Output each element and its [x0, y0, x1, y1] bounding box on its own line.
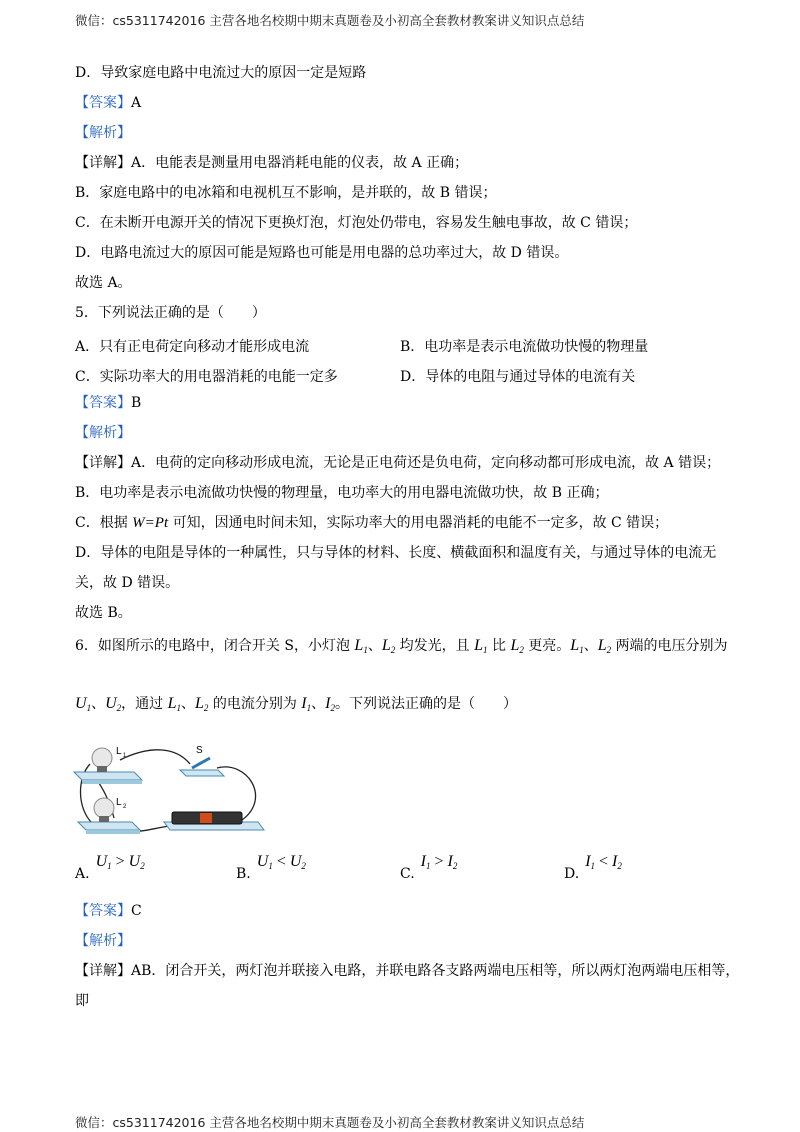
q4-analysis-tag: 【解析】 [75, 125, 131, 141]
separator: 、 [311, 696, 326, 712]
option-label: A. [75, 866, 90, 882]
answer-tag: 【答案】 [75, 95, 131, 111]
stem-part: 均发光，且 [395, 638, 475, 654]
stem-part: 。下列说法正确的是（ ） [334, 696, 517, 712]
symbol-l1: $L_1$ [474, 637, 488, 655]
wire [120, 750, 190, 764]
q5-conclusion: 故选 B。 [75, 605, 132, 621]
answer-value: C [131, 903, 142, 919]
svg-text:1: 1 [123, 753, 127, 759]
option-label: B. [236, 866, 251, 882]
stem-part: 更亮。 [523, 638, 571, 654]
q4-conclusion: 故选 A。 [75, 275, 132, 291]
q4-detail-d: D．电路电流过大的原因可能是短路也可能是用电器的总功率过大，故 D 错误。 [75, 245, 569, 261]
q6-option-a [75, 853, 145, 882]
formula: W=Pt [132, 515, 169, 531]
q4-option-d: D．导致家庭电路中电流过大的原因一定是短路 [75, 65, 367, 81]
lamp1-label: L [116, 746, 122, 757]
separator: 、 [583, 638, 598, 654]
lamp2-base [78, 822, 140, 830]
detail-tag: 【详解】 [75, 455, 131, 471]
detail-tag: 【详解】 [75, 963, 131, 979]
q6-option-b [236, 853, 306, 882]
symbol-u1: $U_1$ [75, 695, 92, 713]
symbol-u2: $U_2$ [105, 695, 122, 713]
detail-text: AB．闭合开关，两灯泡并联接入电路，并联电路各支路两端电压相等，所以两灯泡两端电压相等， [131, 963, 740, 979]
q6-detail-line2: 即 [75, 993, 89, 1009]
option-label: C. [400, 866, 415, 882]
option-expr: $U_1 < U_2$ [256, 853, 306, 871]
switch-label: S [196, 745, 203, 756]
symbol-i2: $I_2$ [325, 695, 335, 713]
q5-option-b: B．电功率是表示电流做功快慢的物理量 [400, 339, 649, 355]
page-footer: 微信：cs5311742016 主营各地名校期中期末真题卷及小初高全套教材教案讲义知识点总结 [75, 1115, 585, 1130]
q5-detail-a [75, 456, 720, 470]
lamp1-bulb [92, 748, 112, 768]
separator: 、 [180, 696, 195, 712]
lamp2-label: L [116, 797, 122, 808]
q6-analysis-tag: 【解析】 [75, 933, 131, 949]
switch-base [180, 770, 224, 776]
symbol-l2: $L_2$ [597, 637, 612, 655]
answer-value: B [131, 395, 142, 411]
option-expr: $I_1 < I_2$ [585, 853, 622, 871]
q6-answer [75, 904, 142, 918]
circuit-diagram [72, 738, 272, 850]
symbol-l2: $L_2$ [381, 637, 396, 655]
page-header: 微信：cs5311742016 主营各地名校期中期末真题卷及小初高全套教材教案讲义知识点总结 [75, 13, 585, 28]
detail-c-post: 可知，因通电时间未知，实际功率大的用电器消耗的电能不一定多，故 C 错误； [168, 515, 669, 531]
stem-part: 的电流分别为 [208, 696, 302, 712]
q5-analysis-tag: 【解析】 [75, 425, 131, 441]
switch-lever [192, 758, 210, 768]
q5-answer [75, 396, 141, 410]
q6-option-c [400, 853, 457, 882]
answer-value: A [131, 95, 142, 111]
separator: 、 [91, 696, 106, 712]
q4-detail-b: B．家庭电路中的电冰箱和电视机互不影响，是并联的，故 B 错误； [75, 185, 497, 201]
svg-text:2: 2 [123, 804, 127, 810]
q5-detail-d-line2: 关，故 D 错误。 [75, 575, 180, 591]
separator: 、 [367, 638, 382, 654]
option-expr: $I_1 > I_2$ [420, 853, 458, 871]
lamp2-bulb [94, 798, 114, 818]
symbol-l1: $L_1$ [167, 695, 181, 713]
q5-option-c: C．实际功率大的用电器消耗的电能一定多 [75, 369, 338, 385]
detail-text: A．电荷的定向移动形成电流，无论是正电荷还是负电荷，定向移动都可形成电流，故 A 错误； [131, 455, 721, 471]
q6-stem-line1 [75, 638, 728, 655]
q6-stem-line2 [75, 696, 517, 713]
symbol-l2: $L_2$ [194, 695, 209, 713]
q5-detail-c [75, 516, 668, 531]
answer-tag: 【答案】 [75, 903, 131, 919]
q4-answer [75, 96, 141, 110]
q5-option-d: D．导体的电阻与通过导体的电流有关 [400, 369, 636, 385]
detail-tag: 【详解】 [75, 155, 131, 171]
q4-detail-a [75, 156, 468, 170]
detail-c-pre: C．根据 [75, 515, 133, 531]
q5-detail-b: B．电功率是表示电流做功快慢的物理量，电功率大的用电器电流做功快，故 B 正确； [75, 485, 609, 501]
lamp1-base [74, 772, 142, 780]
symbol-l1: $L_1$ [354, 637, 368, 655]
q5-option-a: A．只有正电荷定向移动才能形成电流 [75, 339, 310, 355]
option-expr: $U_1 > U_2$ [95, 853, 145, 871]
answer-tag: 【答案】 [75, 395, 131, 411]
stem-part: ，通过 [121, 696, 168, 712]
q6-detail-line1 [75, 964, 739, 978]
q5-detail-d-line1: D．导体的电阻是导体的一种属性，只与导体的材料、长度、横截面积和温度有关，与通过导体的电流无 [75, 545, 717, 561]
symbol-i1: $I_1$ [301, 695, 312, 713]
q5-stem: 5．下列说法正确的是（ ） [75, 305, 266, 321]
option-label: D. [564, 866, 580, 882]
q4-detail-c: C．在未断开电源开关的情况下更换灯泡，灯泡处仍带电，容易发生触电事故，故 C 错误； [75, 215, 638, 231]
symbol-l2: $L_2$ [510, 637, 524, 655]
stem-part: 比 [487, 638, 511, 654]
detail-text: A．电能表是测量用电器消耗电能的仪表，故 A 正确； [131, 155, 469, 171]
stem-part: 两端的电压分别为 [611, 638, 728, 654]
stem-part: 6．如图所示的电路中，闭合开关 S，小灯泡 [75, 638, 355, 654]
q6-option-d [564, 853, 622, 882]
symbol-l1: $L_1$ [570, 637, 584, 655]
